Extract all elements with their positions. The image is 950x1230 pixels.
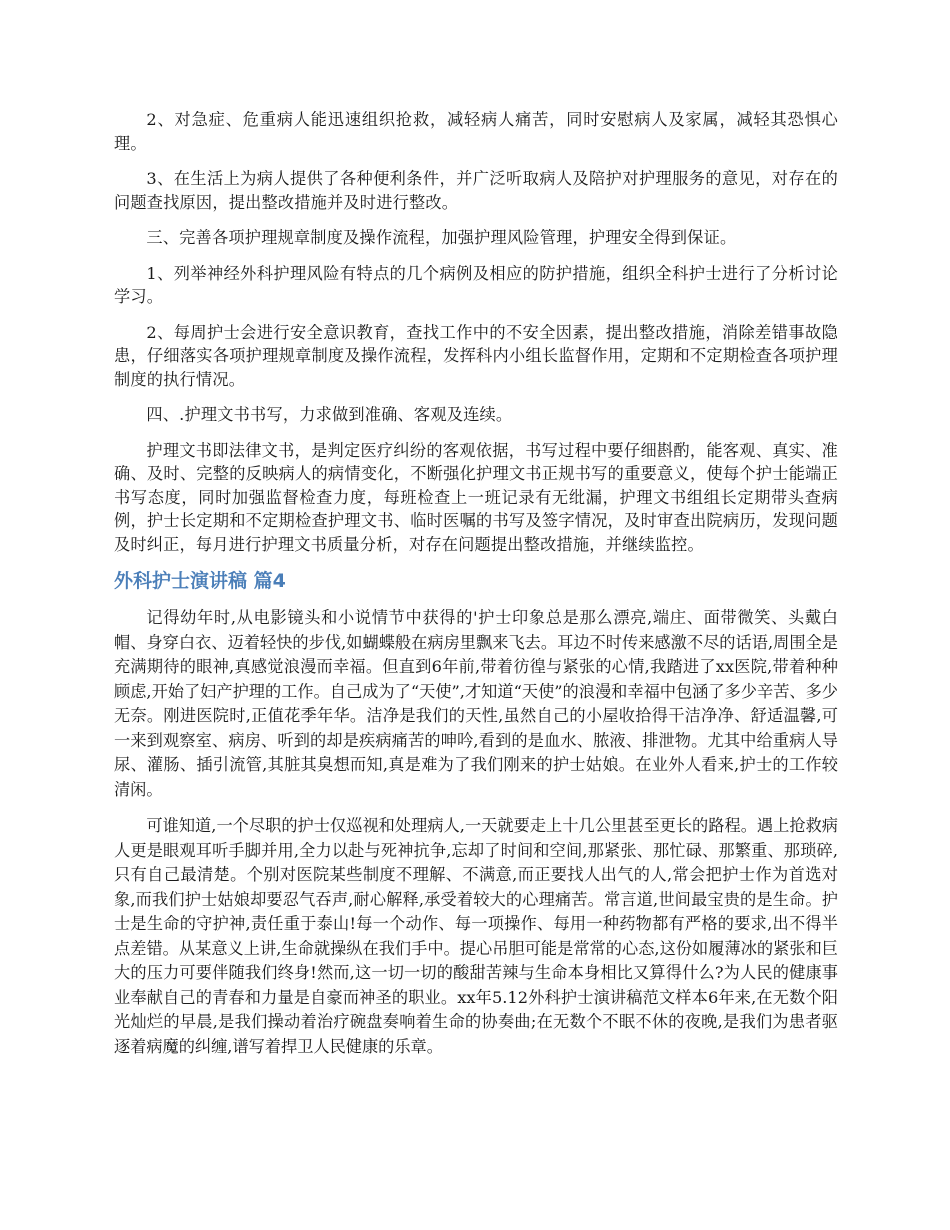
paragraph-childhood-impression: 记得幼年时,从电影镜头和小说情节中获得的'护士印象总是那么漂亮,端庄、面带微笑、头戴白帽、身穿白衣、迈着轻快的步伐,如蝴蝶般在病房里飘来飞去。耳边不时传来感激不尽的话语,周围全是充满期待的眼神,真感觉浪漫而幸福。但直到6年前,带着彷徨与紧张的心情,我踏进了xx医院,带着种种顾虑,开始了妇产护理的工作。自己成为了“天使”,才知道“天使”的浪漫和幸福中包涵了多少辛苦、多少无奈。刚进医院时,正值花季年华。洁净是我们的天性,虽然自己的小屋收拾得干洁净净、舒适温馨,可一来到观察室、病房、听到的却是疾病痛苦的呻吟,看到的是血水、脓液、排泄物。尤其中给重病人导尿、灌肠、插引流管,其脏其臭想而知,真是难为了我们刚来的护士姑娘。在业外人看来,护士的工作较清闲。 (114, 608, 838, 799)
paragraph-safety-education: 2、每周护士会进行安全意识教育，查找工作中的不安全因素，提出整改措施，消除差错事故隐患，仔细落实各项护理规章制度及操作流程，发挥科内小组长监督作用，定期和不定期检查各项护理制度的执行情况。 (114, 322, 838, 389)
section-heading: 外科护士演讲稿 篇4 (114, 570, 286, 592)
paragraph-risk-cases: 1、列举神经外科护理风险有特点的几个病例及相应的防护措施，组织全科护士进行了分析讨论学习。 (114, 263, 838, 306)
document-page (114, 108, 838, 1071)
paragraph-emergency-rescue: 2、对急症、危重病人能迅速组织抢救，减轻病人痛苦，同时安慰病人及家属，减轻其恐惧心理。 (114, 110, 838, 153)
paragraph-patient-convenience: 3、在生活上为病人提供了各种便利条件，并广泛听取病人及陪护对护理服务的意见，对存在的问题查找原因，提出整改措施并及时进行整改。 (114, 169, 838, 212)
paragraph-rules-and-safety: 三、完善各项护理规章制度及操作流程，加强护理风险管理，护理安全得到保证。 (146, 228, 737, 247)
section-nursing-summary (114, 108, 838, 556)
paragraph-nurse-responsibility: 可谁知道,一个尽职的护士仅巡视和处理病人,一天就要走上十几公里甚至更长的路程。遇上抢救病人更是眼观耳听手脚并用,全力以赴与死神抗争,忘却了时间和空间,那紧张、那忙碌、那繁重、那琐碎,只有自己最清楚。个别对医院某些制度不理解、不满意,而正要找人出气的人,常会把护士作为首选对象,而我们护士姑娘却要忍气吞声,耐心解释,承受着较大的心理痛苦。常言道,世间最宝贵的是生命。护士是生命的守护神,责任重于泰山!每一个动作、每一项操作、每用一种药物都有严格的要求,出不得半点差错。从某意义上讲,生命就操纵在我们手中。提心吊胆可能是常常的心态,这份如履薄冰的紧张和巨大的压力可要伴随我们终身!然而,这一切一切的酸甜苦辣与生命本身相比又算得什么?为人民的健康事业奉献自己的青春和力量是自豪而神圣的职业。xx年5.12外科护士演讲稿范文样本6年来,在无数个阳光灿烂的早晨,是我们操动着治疗碗盘奏响着生命的协奏曲;在无数个不眠不休的夜晚,是我们为患者驱逐着病魔的纠缠,谱写着捍卫人民健康的乐章。 (114, 816, 838, 1056)
paragraph-documentation-heading: 四、.护理文书书写，力求做到准确、客观及连续。 (146, 405, 513, 424)
section-speech (114, 606, 838, 1059)
paragraph-documentation-details: 护理文书即法律文书，是判定医疗纠纷的客观依据，书写过程中要仔细斟酌，能客观、真实、准确、及时、完整的反映病人的病情变化，不断强化护理文书正规书写的重要意义，使每个护士能端正书写态度，同时加强监督检查力度，每班检查上一班记录有无纰漏，护理文书组组长定期带头查病例，护士长定期和不定期检查护理文书、临时医嘱的书写及签字情况，及时审查出院病历，发现问题及时纠正，每月进行护理文书质量分析，对存在问题提出整改措施，并继续监控。 (114, 440, 838, 554)
